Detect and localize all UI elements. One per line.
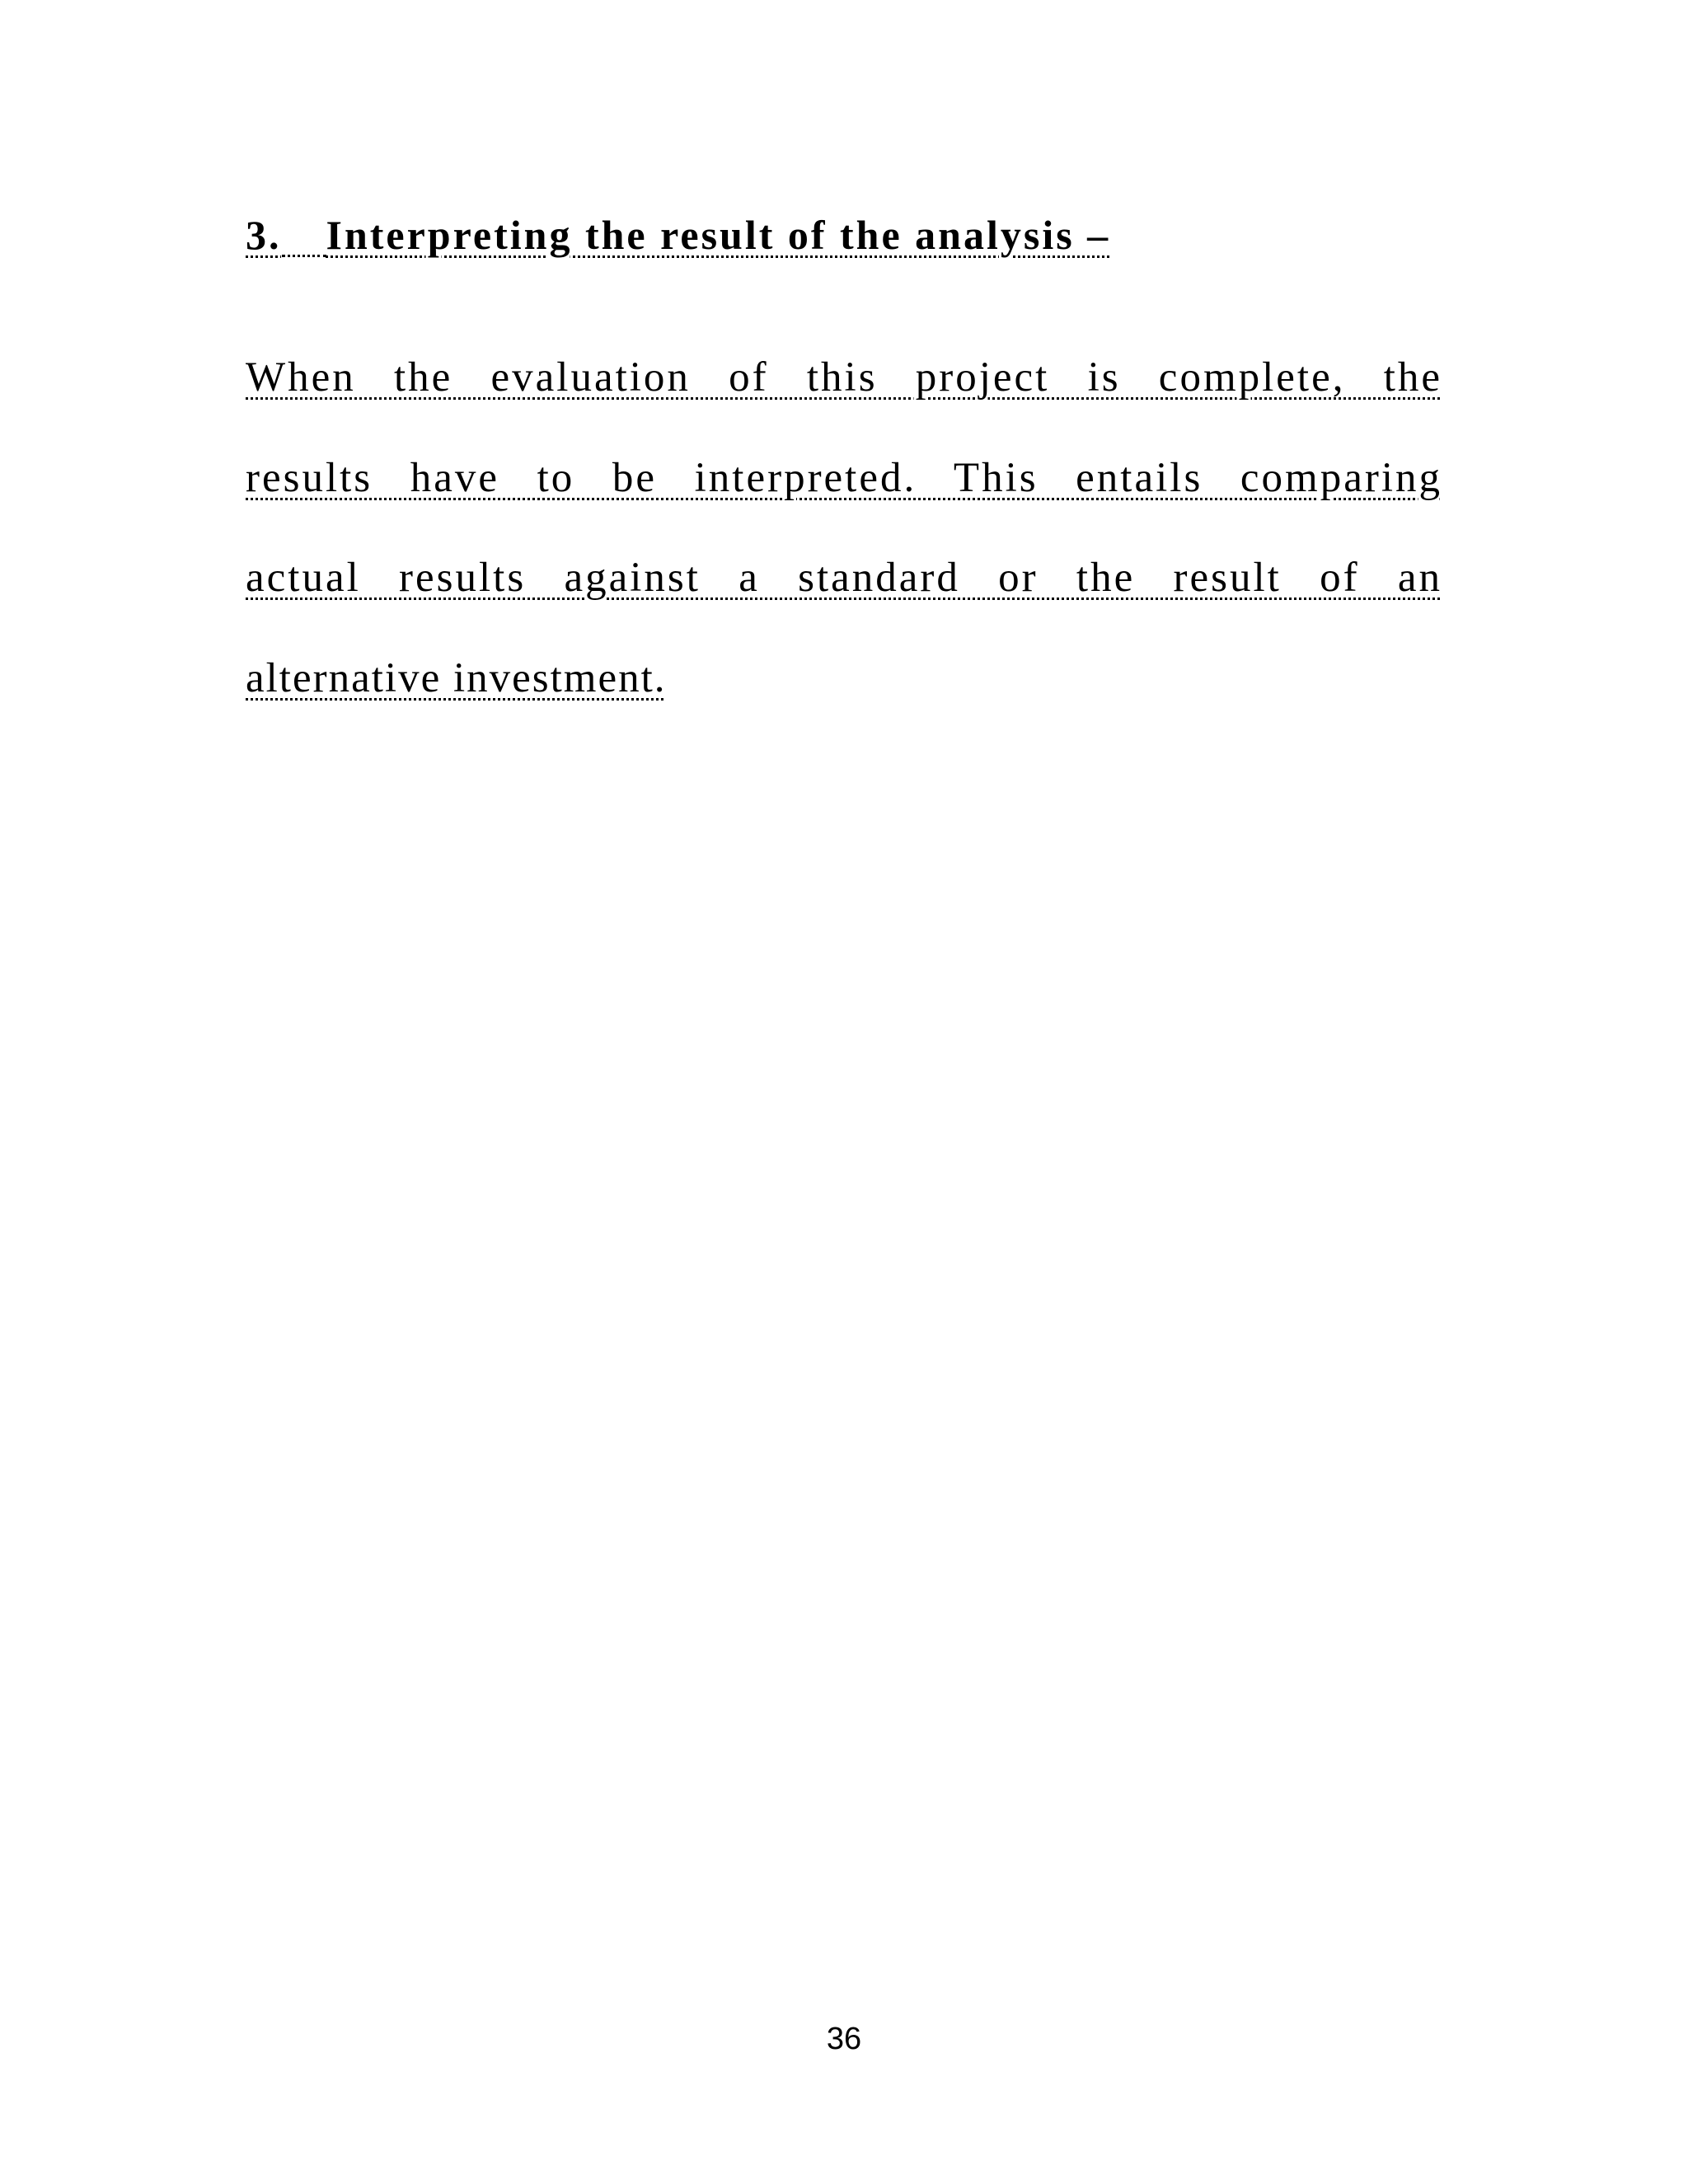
page-number: 36 xyxy=(826,2022,862,2056)
paragraph-line-3: actual results against a standard or the result of an xyxy=(246,555,1442,601)
paragraph-line-4: alternative investment. xyxy=(246,655,667,701)
section-number: 3. xyxy=(246,212,282,258)
heading-gap xyxy=(282,248,326,257)
section-heading xyxy=(246,210,1110,260)
paragraph-line-2: results have to be interpreted. This entails comparing xyxy=(246,455,1442,501)
section-title: Interpreting the result of the analysis – xyxy=(326,212,1111,258)
paragraph-line-1: When the evaluation of this project is complete, the xyxy=(246,354,1442,401)
